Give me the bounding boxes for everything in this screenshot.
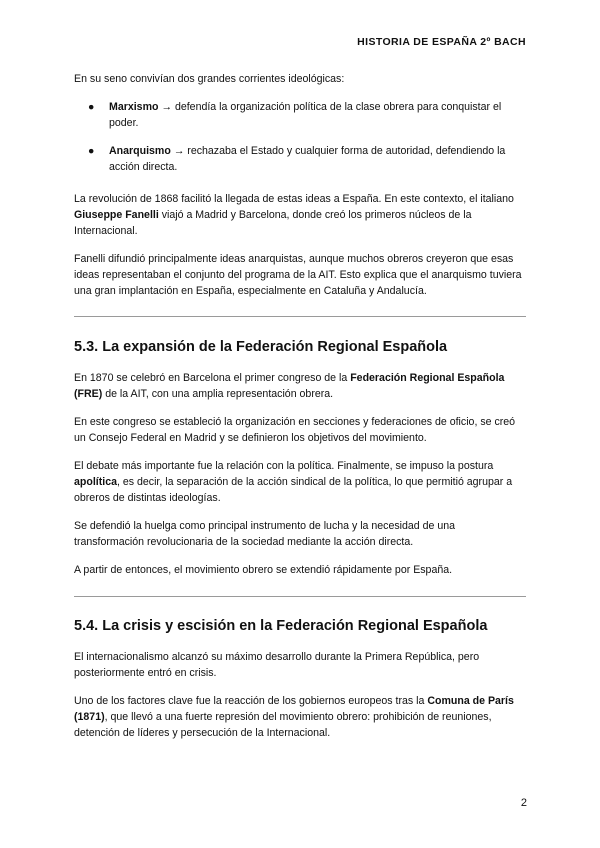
section-title-5-4: 5.4. La crisis y escisión en la Federación Regional Española	[74, 618, 488, 634]
bold-comuna: Comuna de París (1871)	[74, 695, 514, 723]
bullet-icon: ●	[88, 145, 95, 157]
paragraph-revolucion-1868: La revolución de 1868 facilitó la llegada de estas ideas a España. En este contexto, el italiano Giuseppe Fanelli viajó a Madrid y Barcelona, donde creó los primeros núcleos de la Internacional.	[74, 193, 514, 237]
ideology-list	[74, 99, 526, 175]
term-anarquismo: Anarquismo	[109, 145, 171, 157]
paragraph-congreso-1870: En 1870 se celebró en Barcelona el primer congreso de la Federación Regional Española (FRE) de la AIT, con una amplia representación obrera.	[74, 372, 505, 400]
intro-paragraph: En su seno convivían dos grandes corrientes ideológicas:	[74, 73, 345, 85]
section-divider	[74, 596, 526, 597]
page-content	[74, 71, 526, 741]
bold-apolitica: apolítica	[74, 476, 117, 488]
bullet-icon: ●	[88, 101, 95, 113]
list-item-anarquismo	[74, 143, 526, 175]
bold-fre: Federación Regional Española (FRE)	[74, 372, 505, 400]
section-title-5-3: 5.3. La expansión de la Federación Regional Española	[74, 339, 448, 355]
paragraph-debate: El debate más importante fue la relación con la política. Finalmente, se impuso la postura apolítica, es decir, la separación de la acción sindical de la política, lo que permitió agrupar a obreros de distintas ideologías.	[74, 460, 513, 504]
arrow-icon: →	[173, 145, 185, 157]
term-marxismo: Marxismo	[109, 101, 159, 113]
marxismo-description: defendía la organización política de la clase obrera para conquistar el poder.	[109, 101, 502, 129]
page-number: 2	[520, 797, 527, 809]
section-divider	[74, 316, 526, 317]
anarquismo-description: rechazaba el Estado y cualquier forma de autoridad, defendiendo la acción directa.	[109, 145, 506, 173]
paragraph-huelga: Se defendió la huelga como principal instrumento de lucha y la necesidad de una transformación revolucionaria de la sociedad mediante la acción directa.	[74, 520, 456, 548]
paragraph-comuna: Uno de los factores clave fue la reacción de los gobiernos europeos tras la Comuna de París (1871), que llevó a una fuerte represión del movimiento obrero: prohibición de reuniones, detención de líderes y persecución de la Internacional.	[74, 695, 514, 739]
paragraph-fanelli: Fanelli difundió principalmente ideas anarquistas, aunque muchos obreros creyeron que esas ideas representaban el conjunto del programa de la AIT. Esto explica que el anarquismo tuviera una gran implantación en España, especialmente en Cataluña y Andalucía.	[74, 253, 522, 297]
paragraph-expansion: A partir de entonces, el movimiento obrero se extendió rápidamente por España.	[74, 564, 453, 576]
paragraph-internacionalismo: El internacionalismo alcanzó su máximo desarrollo durante la Primera República, pero posteriormente entró en crisis.	[74, 651, 480, 679]
bold-fanelli: Giuseppe Fanelli	[74, 209, 159, 221]
arrow-icon: →	[161, 101, 173, 113]
page-header: HISTORIA DE ESPAÑA 2º BACH	[357, 36, 526, 48]
paragraph-organizacion: En este congreso se estableció la organización en secciones y federaciones de oficio, se creó un Consejo Federal en Madrid y se definieron los objetivos del movimiento.	[74, 416, 516, 444]
list-item-marxismo	[74, 99, 526, 131]
